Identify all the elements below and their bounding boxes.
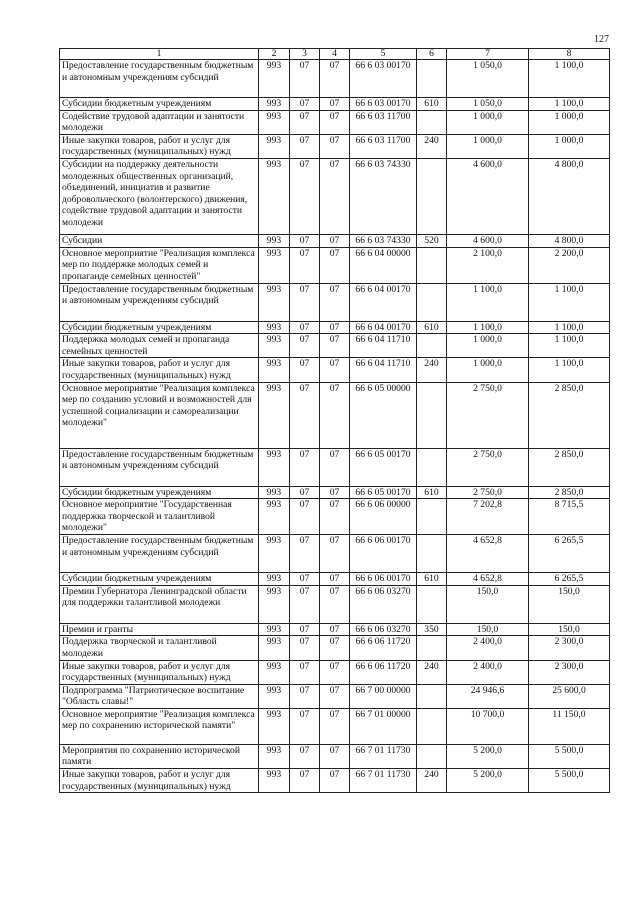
row-target-article-cell: 66 7 01 11730 [350, 769, 417, 793]
row-section-cell: 07 [290, 234, 320, 247]
table-row [60, 573, 610, 586]
row-amount-year2-cell: 1 100,0 [529, 321, 610, 334]
row-amount-year1-cell: 5 200,0 [447, 744, 529, 768]
row-grbs-cell: 993 [259, 744, 290, 768]
row-subsection-cell: 07 [320, 134, 350, 158]
row-amount-year2-cell: 1 100,0 [529, 358, 610, 382]
row-subsection-cell: 07 [320, 283, 350, 321]
row-expense-type-cell: 240 [417, 358, 447, 382]
row-target-article-cell: 66 6 06 03270 [350, 623, 417, 636]
row-name-cell: Иные закупки товаров, работ и услуг для государственных (муниципальных) нужд [60, 769, 259, 793]
row-expense-type-cell: 610 [417, 98, 447, 111]
row-name-cell: Основное мероприятие "Государственная поддержка творческой и талантливой молодежи" [60, 499, 259, 535]
row-section-cell: 07 [290, 636, 320, 660]
row-subsection-cell: 07 [320, 98, 350, 111]
row-subsection-cell: 07 [320, 708, 350, 744]
row-section-cell: 07 [290, 769, 320, 793]
row-section-cell: 07 [290, 684, 320, 708]
column-header: 5 [350, 49, 417, 60]
row-expense-type-cell: 240 [417, 660, 447, 684]
row-amount-year1-cell: 4 652,8 [447, 573, 529, 586]
row-grbs-cell: 993 [259, 110, 290, 134]
row-section-cell: 07 [290, 708, 320, 744]
row-target-article-cell: 66 7 01 11730 [350, 744, 417, 768]
row-amount-year2-cell: 1 000,0 [529, 134, 610, 158]
row-subsection-cell: 07 [320, 573, 350, 586]
table-row [60, 334, 610, 358]
row-amount-year1-cell: 2 750,0 [447, 448, 529, 486]
row-amount-year2-cell: 4 800,0 [529, 234, 610, 247]
row-grbs-cell: 993 [259, 60, 290, 98]
row-subsection-cell: 07 [320, 623, 350, 636]
row-subsection-cell: 07 [320, 660, 350, 684]
row-amount-year2-cell: 2 850,0 [529, 448, 610, 486]
row-target-article-cell: 66 6 06 00000 [350, 499, 417, 535]
row-grbs-cell: 993 [259, 283, 290, 321]
table-row [60, 158, 610, 234]
row-name-cell: Поддержка молодых семей и пропаганда семейных ценностей [60, 334, 259, 358]
row-amount-year2-cell: 6 265,5 [529, 535, 610, 573]
row-subsection-cell: 07 [320, 499, 350, 535]
row-amount-year1-cell: 1 000,0 [447, 358, 529, 382]
row-name-cell: Субсидии [60, 234, 259, 247]
row-name-cell: Содействие трудовой адаптации и занятости молодежи [60, 110, 259, 134]
row-section-cell: 07 [290, 98, 320, 111]
row-amount-year1-cell: 1 050,0 [447, 98, 529, 111]
row-subsection-cell: 07 [320, 744, 350, 768]
row-target-article-cell: 66 6 04 11710 [350, 358, 417, 382]
row-name-cell: Иные закупки товаров, работ и услуг для государственных (муниципальных) нужд [60, 134, 259, 158]
table-body [60, 60, 610, 793]
row-section-cell: 07 [290, 358, 320, 382]
row-amount-year1-cell: 10 700,0 [447, 708, 529, 744]
row-target-article-cell: 66 6 03 74330 [350, 158, 417, 234]
row-name-cell: Премии Губернатора Ленинградской области для поддержки талантливой молодежи [60, 585, 259, 623]
table-row [60, 684, 610, 708]
row-grbs-cell: 993 [259, 660, 290, 684]
row-grbs-cell: 993 [259, 382, 290, 448]
row-subsection-cell: 07 [320, 110, 350, 134]
row-grbs-cell: 993 [259, 321, 290, 334]
row-amount-year1-cell: 150,0 [447, 623, 529, 636]
row-grbs-cell: 993 [259, 98, 290, 111]
column-header: 1 [60, 49, 259, 60]
row-grbs-cell: 993 [259, 499, 290, 535]
row-section-cell: 07 [290, 448, 320, 486]
row-name-cell: Основное мероприятие "Реализация комплекса мер по поддержке молодых семей и пропаганде семейных ценностей" [60, 247, 259, 283]
table-row [60, 660, 610, 684]
row-target-article-cell: 66 6 06 00170 [350, 535, 417, 573]
table-row [60, 535, 610, 573]
row-name-cell: Мероприятия по сохранению исторической памяти [60, 744, 259, 768]
row-expense-type-cell [417, 636, 447, 660]
row-section-cell: 07 [290, 660, 320, 684]
row-grbs-cell: 993 [259, 247, 290, 283]
row-amount-year2-cell: 1 100,0 [529, 334, 610, 358]
row-expense-type-cell [417, 334, 447, 358]
row-expense-type-cell: 520 [417, 234, 447, 247]
table-row [60, 60, 610, 98]
row-amount-year1-cell: 4 600,0 [447, 158, 529, 234]
row-target-article-cell: 66 6 06 03270 [350, 585, 417, 623]
row-grbs-cell: 993 [259, 585, 290, 623]
row-grbs-cell: 993 [259, 234, 290, 247]
table-row [60, 486, 610, 499]
row-amount-year1-cell: 4 652,8 [447, 535, 529, 573]
row-amount-year1-cell: 1 050,0 [447, 60, 529, 98]
row-amount-year2-cell: 4 800,0 [529, 158, 610, 234]
column-header: 4 [320, 49, 350, 60]
row-amount-year1-cell: 4 600,0 [447, 234, 529, 247]
row-target-article-cell: 66 6 05 00170 [350, 486, 417, 499]
row-name-cell: Субсидии бюджетным учреждениям [60, 98, 259, 111]
row-amount-year2-cell: 2 200,0 [529, 247, 610, 283]
row-subsection-cell: 07 [320, 158, 350, 234]
row-amount-year1-cell: 1 100,0 [447, 283, 529, 321]
table-row [60, 382, 610, 448]
row-expense-type-cell [417, 382, 447, 448]
row-expense-type-cell [417, 585, 447, 623]
row-subsection-cell: 07 [320, 486, 350, 499]
column-header: 7 [447, 49, 529, 60]
row-amount-year1-cell: 1 000,0 [447, 334, 529, 358]
row-target-article-cell: 66 6 03 00170 [350, 98, 417, 111]
row-amount-year1-cell: 2 750,0 [447, 382, 529, 448]
table-row [60, 234, 610, 247]
row-section-cell: 07 [290, 573, 320, 586]
row-expense-type-cell: 610 [417, 486, 447, 499]
column-header: 3 [290, 49, 320, 60]
row-amount-year1-cell: 24 946,6 [447, 684, 529, 708]
row-name-cell: Субсидии на поддержку деятельности молодежных общественных организаций, объединений, инициатив и развитие добровольческого (волонтерского) движения, содействие трудовой адаптации и занятости молодежи [60, 158, 259, 234]
row-section-cell: 07 [290, 585, 320, 623]
row-name-cell: Основное мероприятие "Реализация комплекса мер по созданию условий и возможностей для успешной социализации и самореализации молодежи" [60, 382, 259, 448]
row-grbs-cell: 993 [259, 334, 290, 358]
row-section-cell: 07 [290, 535, 320, 573]
page-number: 127 [594, 34, 609, 45]
row-amount-year1-cell: 2 400,0 [447, 636, 529, 660]
row-amount-year2-cell: 1 100,0 [529, 60, 610, 98]
row-section-cell: 07 [290, 247, 320, 283]
row-target-article-cell: 66 6 03 00170 [350, 60, 417, 98]
row-grbs-cell: 993 [259, 134, 290, 158]
table-row [60, 585, 610, 623]
row-amount-year2-cell: 5 500,0 [529, 769, 610, 793]
row-subsection-cell: 07 [320, 684, 350, 708]
row-amount-year1-cell: 1 000,0 [447, 134, 529, 158]
row-name-cell: Предоставление государственным бюджетным и автономным учреждениям субсидий [60, 448, 259, 486]
table-row [60, 708, 610, 744]
row-amount-year2-cell: 6 265,5 [529, 573, 610, 586]
row-expense-type-cell [417, 247, 447, 283]
row-name-cell: Предоставление государственным бюджетным и автономным учреждениям субсидий [60, 283, 259, 321]
row-amount-year2-cell: 25 600,0 [529, 684, 610, 708]
row-section-cell: 07 [290, 110, 320, 134]
row-amount-year1-cell: 2 100,0 [447, 247, 529, 283]
column-header: 2 [259, 49, 290, 60]
row-grbs-cell: 993 [259, 535, 290, 573]
row-name-cell: Субсидии бюджетным учреждениям [60, 573, 259, 586]
row-target-article-cell: 66 7 01 00000 [350, 708, 417, 744]
row-target-article-cell: 66 6 04 00170 [350, 283, 417, 321]
row-amount-year2-cell: 5 500,0 [529, 744, 610, 768]
row-amount-year1-cell: 2 400,0 [447, 660, 529, 684]
row-amount-year2-cell: 8 715,5 [529, 499, 610, 535]
row-grbs-cell: 993 [259, 769, 290, 793]
row-name-cell: Поддержка творческой и талантливой молодежи [60, 636, 259, 660]
row-target-article-cell: 66 6 06 11720 [350, 636, 417, 660]
row-subsection-cell: 07 [320, 636, 350, 660]
row-subsection-cell: 07 [320, 358, 350, 382]
row-subsection-cell: 07 [320, 769, 350, 793]
row-subsection-cell: 07 [320, 321, 350, 334]
row-amount-year1-cell: 1 100,0 [447, 321, 529, 334]
row-amount-year1-cell: 1 000,0 [447, 110, 529, 134]
row-section-cell: 07 [290, 382, 320, 448]
row-target-article-cell: 66 6 04 00000 [350, 247, 417, 283]
row-amount-year2-cell: 2 300,0 [529, 660, 610, 684]
row-subsection-cell: 07 [320, 448, 350, 486]
row-amount-year2-cell: 150,0 [529, 623, 610, 636]
row-target-article-cell: 66 6 03 74330 [350, 234, 417, 247]
row-subsection-cell: 07 [320, 585, 350, 623]
budget-table [59, 48, 610, 793]
table-row [60, 247, 610, 283]
row-subsection-cell: 07 [320, 382, 350, 448]
row-name-cell: Субсидии бюджетным учреждениям [60, 486, 259, 499]
row-amount-year2-cell: 2 850,0 [529, 382, 610, 448]
table-row [60, 769, 610, 793]
row-name-cell: Основное мероприятие "Реализация комплекса мер по сохранению исторической памяти" [60, 708, 259, 744]
table-row [60, 499, 610, 535]
table-row [60, 636, 610, 660]
table-row [60, 358, 610, 382]
row-target-article-cell: 66 6 04 00170 [350, 321, 417, 334]
table-row [60, 110, 610, 134]
row-name-cell: Премии и гранты [60, 623, 259, 636]
table-header-row [60, 49, 610, 60]
row-grbs-cell: 993 [259, 708, 290, 744]
row-expense-type-cell [417, 60, 447, 98]
row-target-article-cell: 66 6 06 00170 [350, 573, 417, 586]
row-subsection-cell: 07 [320, 334, 350, 358]
row-expense-type-cell [417, 744, 447, 768]
row-name-cell: Подпрограмма "Патриотическое воспитание "Область славы!" [60, 684, 259, 708]
row-target-article-cell: 66 6 03 11700 [350, 110, 417, 134]
row-name-cell: Предоставление государственным бюджетным и автономным учреждениям субсидий [60, 535, 259, 573]
row-amount-year2-cell: 2 850,0 [529, 486, 610, 499]
table-row [60, 448, 610, 486]
row-expense-type-cell [417, 684, 447, 708]
row-section-cell: 07 [290, 499, 320, 535]
row-amount-year1-cell: 150,0 [447, 585, 529, 623]
row-amount-year1-cell: 2 750,0 [447, 486, 529, 499]
row-section-cell: 07 [290, 486, 320, 499]
row-name-cell: Предоставление государственным бюджетным и автономным учреждениям субсидий [60, 60, 259, 98]
row-target-article-cell: 66 7 00 00000 [350, 684, 417, 708]
row-name-cell: Иные закупки товаров, работ и услуг для государственных (муниципальных) нужд [60, 358, 259, 382]
row-section-cell: 07 [290, 134, 320, 158]
row-amount-year1-cell: 7 202,8 [447, 499, 529, 535]
row-target-article-cell: 66 6 03 11700 [350, 134, 417, 158]
row-expense-type-cell: 350 [417, 623, 447, 636]
row-expense-type-cell [417, 283, 447, 321]
column-header: 8 [529, 49, 610, 60]
row-target-article-cell: 66 6 05 00170 [350, 448, 417, 486]
row-name-cell: Субсидии бюджетным учреждениям [60, 321, 259, 334]
row-amount-year2-cell: 2 300,0 [529, 636, 610, 660]
table-row [60, 623, 610, 636]
row-target-article-cell: 66 6 04 11710 [350, 334, 417, 358]
row-expense-type-cell [417, 499, 447, 535]
row-amount-year1-cell: 5 200,0 [447, 769, 529, 793]
row-grbs-cell: 993 [259, 636, 290, 660]
row-subsection-cell: 07 [320, 247, 350, 283]
table-row [60, 98, 610, 111]
row-amount-year2-cell: 1 100,0 [529, 98, 610, 111]
row-expense-type-cell: 240 [417, 769, 447, 793]
row-amount-year2-cell: 11 150,0 [529, 708, 610, 744]
column-header: 6 [417, 49, 447, 60]
row-subsection-cell: 07 [320, 60, 350, 98]
row-name-cell: Иные закупки товаров, работ и услуг для государственных (муниципальных) нужд [60, 660, 259, 684]
row-grbs-cell: 993 [259, 158, 290, 234]
row-expense-type-cell [417, 708, 447, 744]
row-amount-year2-cell: 1 100,0 [529, 283, 610, 321]
row-grbs-cell: 993 [259, 448, 290, 486]
table-row [60, 744, 610, 768]
row-section-cell: 07 [290, 623, 320, 636]
row-expense-type-cell: 610 [417, 321, 447, 334]
row-subsection-cell: 07 [320, 234, 350, 247]
row-expense-type-cell [417, 535, 447, 573]
row-grbs-cell: 993 [259, 684, 290, 708]
row-section-cell: 07 [290, 744, 320, 768]
row-grbs-cell: 993 [259, 623, 290, 636]
row-amount-year2-cell: 1 000,0 [529, 110, 610, 134]
row-target-article-cell: 66 6 06 11720 [350, 660, 417, 684]
row-expense-type-cell: 610 [417, 573, 447, 586]
row-grbs-cell: 993 [259, 486, 290, 499]
row-expense-type-cell [417, 158, 447, 234]
row-expense-type-cell [417, 448, 447, 486]
row-subsection-cell: 07 [320, 535, 350, 573]
row-section-cell: 07 [290, 334, 320, 358]
table-row [60, 321, 610, 334]
row-target-article-cell: 66 6 05 00000 [350, 382, 417, 448]
row-amount-year2-cell: 150,0 [529, 585, 610, 623]
table-row [60, 134, 610, 158]
row-grbs-cell: 993 [259, 573, 290, 586]
row-section-cell: 07 [290, 158, 320, 234]
row-section-cell: 07 [290, 321, 320, 334]
table-row [60, 283, 610, 321]
row-grbs-cell: 993 [259, 358, 290, 382]
row-expense-type-cell [417, 110, 447, 134]
row-section-cell: 07 [290, 283, 320, 321]
row-section-cell: 07 [290, 60, 320, 98]
row-expense-type-cell: 240 [417, 134, 447, 158]
